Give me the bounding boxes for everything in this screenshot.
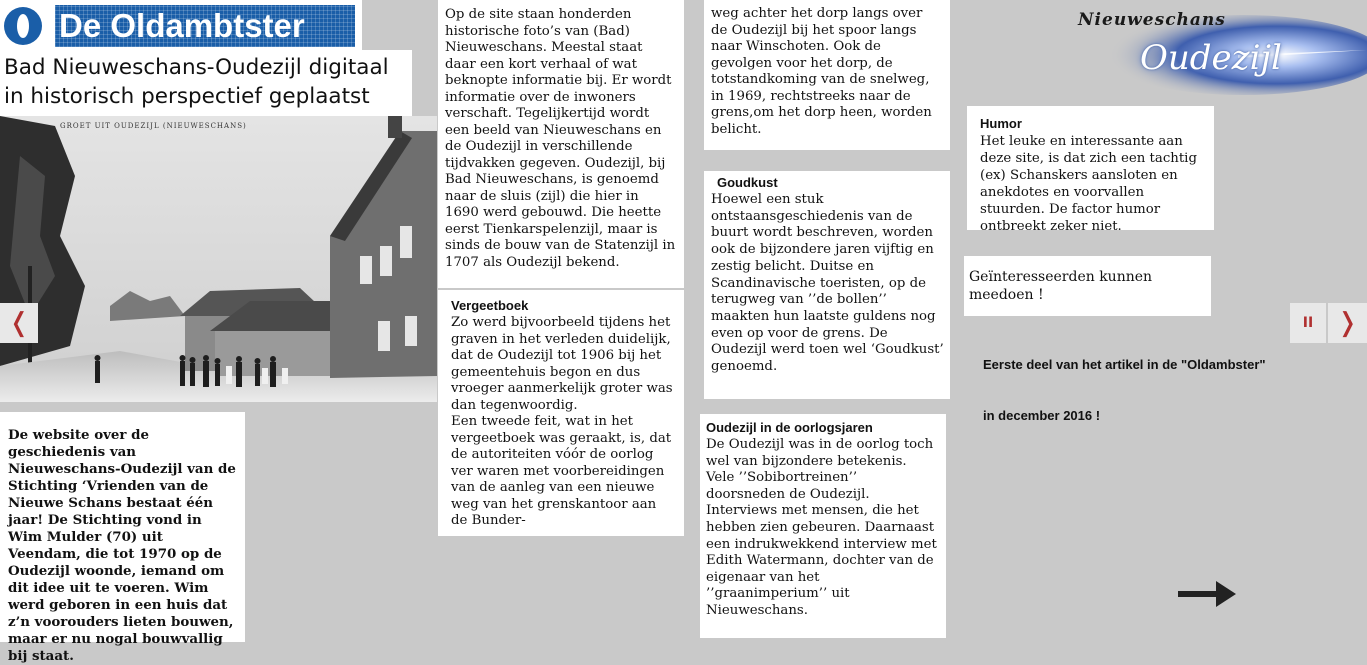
intro-text: De website over de geschiedenis van Nieuweschans-Oudezijl van de Stichting ‘Vrienden van de Nieuwe Schans bestaat één jaar! De Stichting vond in Wim Mulder (70) uit Veendam, die tot 1970 op de Oudezijl woonde, iemand om dit idee uit te voeren. Wim werd geboren in een huis dat z’n voorouders lieten bouwen, maar er nu nogal bouwvallig bij staat. [8,427,236,664]
slide-caption-line-1: Eerste deel van het artikel in de "Oldambster" [983,357,1266,372]
humor-heading: Humor [980,116,1022,131]
pause-slideshow-button[interactable] [1290,303,1326,343]
site-logo [1058,0,1367,92]
column-2-text: Op de site staan honderden historische foto’s van (Bad) Nieuweschans. Meestal staat daar een kort verhaal of wat beknopte informatie bij. Er wordt informatie over de inwoners verschaft. Tegelijkertijd wordt een beeld van Nieuweschans en de Oudezijl in verschillende tijdvakken gegeven. Oudezijl, bij Bad Nieuweschans, is genoemd naar de sluis (zijl) die hier in 1690 werd gebouwd. Die heette eerst Tienkarspelenzijl, maar is sinds de bouw van de Statenzijl in 1707 als Oudezijl bekend. [445,7,676,270]
historic-street-image [0,116,437,402]
oorlogsjaren-heading: Oudezijl in de oorlogsjaren [706,420,873,435]
slide-caption-line-2: in december 2016 ! [983,408,1101,423]
chevron-right-icon: ❭ [1336,308,1359,338]
logo-nieuweschans: Nieuweschans [1078,10,1226,30]
goudkust-text: Hoewel een stuk ontstaansgeschiedenis van de buurt wordt beschreven, worden ook de bijzondere jaren vijftig en zestig belicht. Duitse en Scandinavische toeristen, op de terugweg van ’’de bollen’’ maakten hun laatste guldens nog even op voor de grens. De Oudezijl werd toen wel ‘Goudkust’ genoemd. [711,192,944,375]
vergeetboek-heading: Vergeetboek [451,298,529,313]
oorlogsjaren-section [700,414,946,638]
newspaper-logo [0,0,362,50]
goudkust-section [704,171,950,399]
vergeetboek-section [438,290,684,536]
photo-caption: GROET UIT OUDEZIJL (NIEUWESCHANS) [60,122,247,130]
humor-text: Het leuke en interessante aan deze site, is dat zich een tachtig (ex) Schanskers aansloten en anekdotes en voorvallen stuurden. De factor humor ontbreekt zeker niet. [980,134,1197,234]
logo-oudezijl: Oudezijl [1140,38,1282,78]
oorlogsjaren-text: De Oudezijl was in de oorlog toch wel van bijzondere betekenis. Vele ’’Sobibortreinen’’ doorsneden de Oudezijl. Interviews met mensen, die het hebben zien gebeuren. Daarnaast een indrukwekkend interview met Edith Watermann, dochter van de eigenaar van het ’’graanimperium’’ uit Nieuweschans. [706,437,937,618]
next-slide-button[interactable] [1328,303,1367,343]
vergeetboek-text-2: Een tweede feit, wat in het vergeetboek was geraakt, is, dat de autoriteiten vóór de oorlog ver waren met voorbereidingen van de aanleg van een nieuwe weg van het grenskantoor aan de Bunder- [451,414,672,528]
goudkust-heading: Goudkust [717,175,778,190]
column-3-top-text: weg achter het dorp langs over de Oudezijl bij het spoor langs naar Winschoten. Ook de gevolgen voor het dorp, de totstandkoming van de snelweg, in 1969, rechtstreeks naar de grens,om het dorp heen, worden belicht. [711,6,932,137]
chevron-left-icon: ❬ [8,308,30,338]
interest-note [964,256,1211,316]
arrow-right-icon [1176,578,1238,610]
newspaper-name: De Oldambtster [55,5,355,47]
previous-slide-button[interactable] [0,303,38,343]
article-column-3-top [704,0,950,150]
article-headline [0,50,412,116]
headline-line-1: Bad Nieuweschans-Oudezijl digitaal [4,55,389,80]
article-column-2-top [438,0,684,288]
historic-photo [0,116,437,402]
interest-text: Geïnteresseerden kunnen meedoen ! [969,269,1153,303]
humor-section [967,106,1214,234]
article-intro [0,412,245,664]
newspaper-emblem-icon [4,7,42,45]
vergeetboek-text-1: Zo werd bijvoorbeeld tijdens het graven in het verleden duidelijk, dat de Oudezijl tot 1906 bij het gemeentehuis begon en dus vroeger aanmerkelijk groter was dan tegenwoordig. [451,315,673,413]
pause-icon: II [1302,315,1314,331]
headline-line-2: in historisch perspectief geplaatst [4,84,370,109]
